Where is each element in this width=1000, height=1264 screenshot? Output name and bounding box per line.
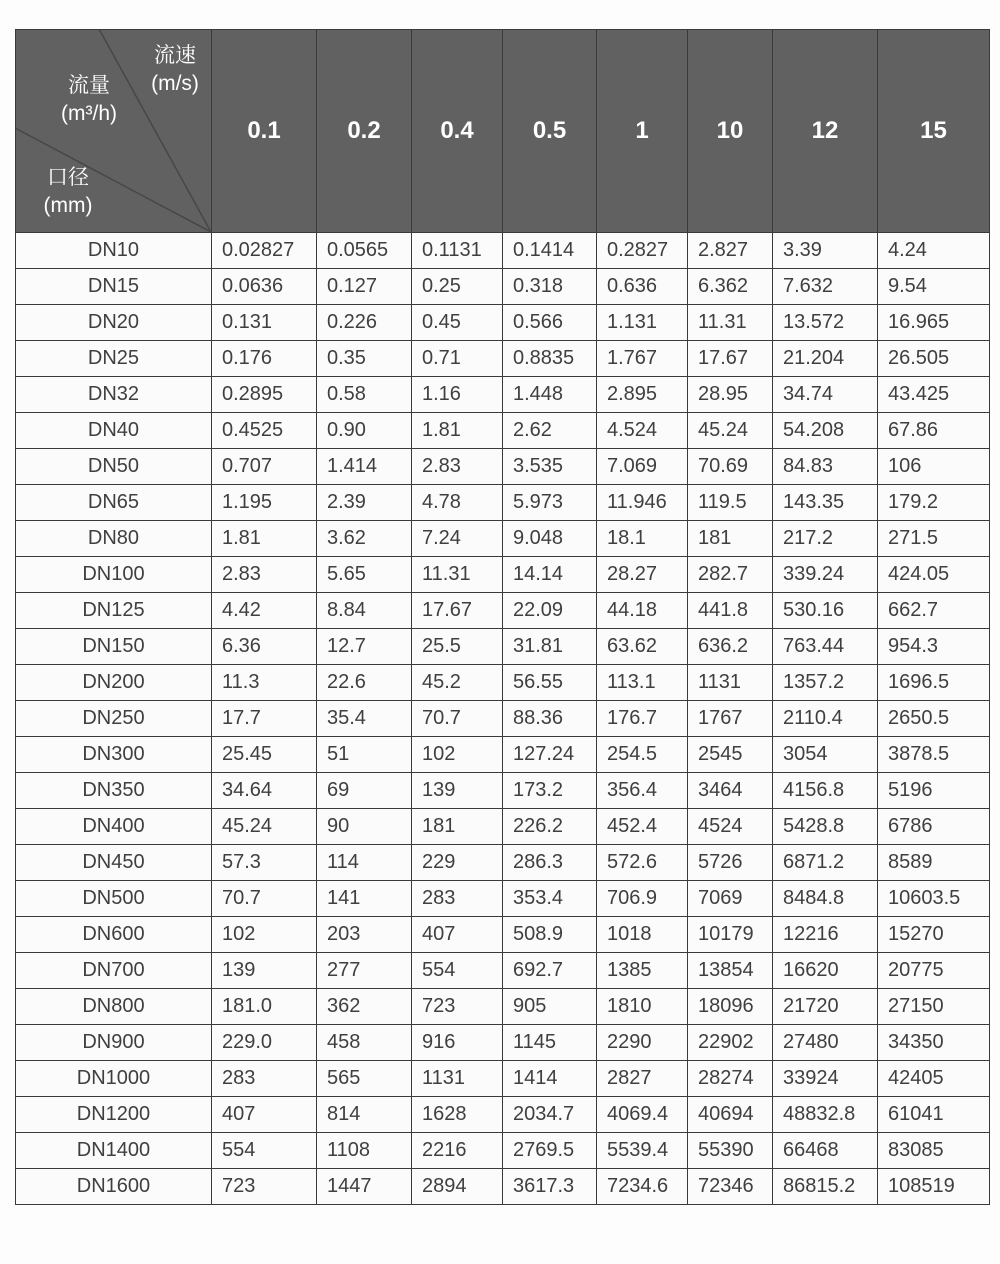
value-cell: 5196 [878, 773, 990, 809]
value-cell: 17.67 [688, 341, 773, 377]
value-cell: 45.24 [688, 413, 773, 449]
value-cell: 4156.8 [773, 773, 878, 809]
table-row-DN900 [16, 1025, 990, 1061]
value-cell: 339.24 [773, 557, 878, 593]
diameter-cell: DN350 [16, 773, 212, 809]
header-row [16, 30, 990, 233]
value-cell: 31.81 [503, 629, 597, 665]
value-cell: 70.69 [688, 449, 773, 485]
value-cell: 277 [317, 953, 412, 989]
value-cell: 34.64 [212, 773, 317, 809]
value-cell: 0.131 [212, 305, 317, 341]
value-cell: 229.0 [212, 1025, 317, 1061]
table-row-DN200 [16, 665, 990, 701]
value-cell: 12216 [773, 917, 878, 953]
value-cell: 203 [317, 917, 412, 953]
table-row-DN1600 [16, 1169, 990, 1205]
value-cell: 356.4 [597, 773, 688, 809]
value-cell: 353.4 [503, 881, 597, 917]
value-cell: 3.39 [773, 233, 878, 269]
value-cell: 3.62 [317, 521, 412, 557]
value-cell: 11.3 [212, 665, 317, 701]
value-cell: 4.42 [212, 593, 317, 629]
diameter-cell: DN800 [16, 989, 212, 1025]
value-cell: 1357.2 [773, 665, 878, 701]
velocity-header-0.1: 0.1 [212, 30, 317, 233]
value-cell: 16620 [773, 953, 878, 989]
value-cell: 72346 [688, 1169, 773, 1205]
velocity-unit: (m/s) [151, 72, 199, 95]
value-cell: 8.84 [317, 593, 412, 629]
value-cell: 7.069 [597, 449, 688, 485]
value-cell: 441.8 [688, 593, 773, 629]
diameter-cell: DN900 [16, 1025, 212, 1061]
value-cell: 12.7 [317, 629, 412, 665]
value-cell: 2.827 [688, 233, 773, 269]
value-cell: 15270 [878, 917, 990, 953]
value-cell: 6.36 [212, 629, 317, 665]
value-cell: 0.2827 [597, 233, 688, 269]
value-cell: 508.9 [503, 917, 597, 953]
diameter-cell: DN700 [16, 953, 212, 989]
table-row-DN80 [16, 521, 990, 557]
diameter-cell: DN15 [16, 269, 212, 305]
table-row-DN600 [16, 917, 990, 953]
diameter-label: 口径 [46, 166, 89, 189]
diameter-cell: DN100 [16, 557, 212, 593]
value-cell: 954.3 [878, 629, 990, 665]
value-cell: 18096 [688, 989, 773, 1025]
value-cell: 42405 [878, 1061, 990, 1097]
value-cell: 636.2 [688, 629, 773, 665]
value-cell: 217.2 [773, 521, 878, 557]
value-cell: 723 [412, 989, 503, 1025]
value-cell: 181.0 [212, 989, 317, 1025]
value-cell: 26.505 [878, 341, 990, 377]
value-cell: 2545 [688, 737, 773, 773]
table-row-DN100 [16, 557, 990, 593]
value-cell: 6.362 [688, 269, 773, 305]
value-cell: 7.632 [773, 269, 878, 305]
velocity-header-0.2: 0.2 [317, 30, 412, 233]
value-cell: 83085 [878, 1133, 990, 1169]
value-cell: 17.7 [212, 701, 317, 737]
value-cell: 63.62 [597, 629, 688, 665]
value-cell: 48832.8 [773, 1097, 878, 1133]
value-cell: 51 [317, 737, 412, 773]
value-cell: 127.24 [503, 737, 597, 773]
flow-label: 流量 [68, 74, 110, 97]
value-cell: 1696.5 [878, 665, 990, 701]
value-cell: 1131 [412, 1061, 503, 1097]
value-cell: 4.524 [597, 413, 688, 449]
value-cell: 0.35 [317, 341, 412, 377]
value-cell: 33924 [773, 1061, 878, 1097]
value-cell: 11.31 [412, 557, 503, 593]
value-cell: 10179 [688, 917, 773, 953]
value-cell: 1628 [412, 1097, 503, 1133]
value-cell: 407 [212, 1097, 317, 1133]
value-cell: 21720 [773, 989, 878, 1025]
table-row-DN250 [16, 701, 990, 737]
value-cell: 916 [412, 1025, 503, 1061]
value-cell: 2.39 [317, 485, 412, 521]
table-row-DN400 [16, 809, 990, 845]
value-cell: 0.4525 [212, 413, 317, 449]
value-cell: 226.2 [503, 809, 597, 845]
value-cell: 139 [212, 953, 317, 989]
value-cell: 424.05 [878, 557, 990, 593]
table-row-DN65 [16, 485, 990, 521]
value-cell: 5.65 [317, 557, 412, 593]
value-cell: 2110.4 [773, 701, 878, 737]
diameter-cell: DN40 [16, 413, 212, 449]
value-cell: 11.946 [597, 485, 688, 521]
value-cell: 4069.4 [597, 1097, 688, 1133]
table-row-DN1400 [16, 1133, 990, 1169]
table-row-DN300 [16, 737, 990, 773]
value-cell: 13854 [688, 953, 773, 989]
diameter-cell: DN1200 [16, 1097, 212, 1133]
value-cell: 22902 [688, 1025, 773, 1061]
value-cell: 1018 [597, 917, 688, 953]
diameter-cell: DN65 [16, 485, 212, 521]
value-cell: 814 [317, 1097, 412, 1133]
value-cell: 25.45 [212, 737, 317, 773]
value-cell: 14.14 [503, 557, 597, 593]
diameter-cell: DN50 [16, 449, 212, 485]
value-cell: 0.58 [317, 377, 412, 413]
value-cell: 0.226 [317, 305, 412, 341]
value-cell: 0.176 [212, 341, 317, 377]
value-cell: 0.318 [503, 269, 597, 305]
value-cell: 458 [317, 1025, 412, 1061]
diameter-cell: DN1000 [16, 1061, 212, 1097]
value-cell: 90 [317, 809, 412, 845]
value-cell: 0.0636 [212, 269, 317, 305]
value-cell: 0.45 [412, 305, 503, 341]
diameter-axis-label [44, 164, 93, 220]
value-cell: 2650.5 [878, 701, 990, 737]
value-cell: 13.572 [773, 305, 878, 341]
value-cell: 271.5 [878, 521, 990, 557]
diameter-cell: DN250 [16, 701, 212, 737]
value-cell: 102 [412, 737, 503, 773]
value-cell: 114 [317, 845, 412, 881]
value-cell: 35.4 [317, 701, 412, 737]
diameter-cell: DN1400 [16, 1133, 212, 1169]
value-cell: 1.16 [412, 377, 503, 413]
value-cell: 28.27 [597, 557, 688, 593]
value-cell: 54.208 [773, 413, 878, 449]
value-cell: 176.7 [597, 701, 688, 737]
diameter-cell: DN600 [16, 917, 212, 953]
diameter-cell: DN1600 [16, 1169, 212, 1205]
value-cell: 0.566 [503, 305, 597, 341]
value-cell: 283 [212, 1061, 317, 1097]
value-cell: 66468 [773, 1133, 878, 1169]
value-cell: 181 [688, 521, 773, 557]
value-cell: 108519 [878, 1169, 990, 1205]
flow-unit: (m³/h) [61, 102, 117, 125]
value-cell: 5.973 [503, 485, 597, 521]
value-cell: 57.3 [212, 845, 317, 881]
table-row-DN150 [16, 629, 990, 665]
value-cell: 119.5 [688, 485, 773, 521]
value-cell: 452.4 [597, 809, 688, 845]
value-cell: 1.131 [597, 305, 688, 341]
value-cell: 27150 [878, 989, 990, 1025]
value-cell: 6786 [878, 809, 990, 845]
value-cell: 283 [412, 881, 503, 917]
value-cell: 254.5 [597, 737, 688, 773]
value-cell: 1.767 [597, 341, 688, 377]
value-cell: 8589 [878, 845, 990, 881]
diameter-cell: DN25 [16, 341, 212, 377]
value-cell: 139 [412, 773, 503, 809]
value-cell: 0.707 [212, 449, 317, 485]
diameter-cell: DN80 [16, 521, 212, 557]
diameter-cell: DN400 [16, 809, 212, 845]
value-cell: 0.636 [597, 269, 688, 305]
value-cell: 55390 [688, 1133, 773, 1169]
value-cell: 69 [317, 773, 412, 809]
value-cell: 43.425 [878, 377, 990, 413]
value-cell: 179.2 [878, 485, 990, 521]
value-cell: 70.7 [412, 701, 503, 737]
table-row-DN20 [16, 305, 990, 341]
flow-velocity-table [15, 29, 990, 1205]
value-cell: 0.0565 [317, 233, 412, 269]
velocity-header-1: 1 [597, 30, 688, 233]
value-cell: 61041 [878, 1097, 990, 1133]
value-cell: 662.7 [878, 593, 990, 629]
diameter-cell: DN10 [16, 233, 212, 269]
diameter-unit: (mm) [43, 194, 93, 217]
value-cell: 5428.8 [773, 809, 878, 845]
velocity-header-12: 12 [773, 30, 878, 233]
value-cell: 11.31 [688, 305, 773, 341]
value-cell: 28.95 [688, 377, 773, 413]
value-cell: 2034.7 [503, 1097, 597, 1133]
value-cell: 3878.5 [878, 737, 990, 773]
value-cell: 6871.2 [773, 845, 878, 881]
velocity-header-15: 15 [878, 30, 990, 233]
value-cell: 0.2895 [212, 377, 317, 413]
value-cell: 1.448 [503, 377, 597, 413]
value-cell: 173.2 [503, 773, 597, 809]
value-cell: 0.90 [317, 413, 412, 449]
value-cell: 3617.3 [503, 1169, 597, 1205]
diameter-cell: DN300 [16, 737, 212, 773]
table-row-DN25 [16, 341, 990, 377]
value-cell: 572.6 [597, 845, 688, 881]
diameter-cell: DN450 [16, 845, 212, 881]
value-cell: 1.81 [412, 413, 503, 449]
value-cell: 4.24 [878, 233, 990, 269]
table-row-DN50 [16, 449, 990, 485]
table-row-DN800 [16, 989, 990, 1025]
value-cell: 554 [212, 1133, 317, 1169]
value-cell: 3054 [773, 737, 878, 773]
value-cell: 1385 [597, 953, 688, 989]
value-cell: 181 [412, 809, 503, 845]
velocity-axis-label [151, 42, 199, 98]
value-cell: 45.24 [212, 809, 317, 845]
value-cell: 1.81 [212, 521, 317, 557]
value-cell: 9.048 [503, 521, 597, 557]
flow-axis-label [61, 72, 117, 128]
value-cell: 40694 [688, 1097, 773, 1133]
value-cell: 7069 [688, 881, 773, 917]
value-cell: 88.36 [503, 701, 597, 737]
value-cell: 45.2 [412, 665, 503, 701]
value-cell: 10603.5 [878, 881, 990, 917]
value-cell: 565 [317, 1061, 412, 1097]
diameter-cell: DN32 [16, 377, 212, 413]
value-cell: 2827 [597, 1061, 688, 1097]
velocity-label: 流速 [153, 44, 196, 67]
value-cell: 723 [212, 1169, 317, 1205]
value-cell: 84.83 [773, 449, 878, 485]
value-cell: 1767 [688, 701, 773, 737]
table-row-DN1200 [16, 1097, 990, 1133]
value-cell: 905 [503, 989, 597, 1025]
value-cell: 2.83 [212, 557, 317, 593]
value-cell: 56.55 [503, 665, 597, 701]
table-row-DN125 [16, 593, 990, 629]
value-cell: 2894 [412, 1169, 503, 1205]
value-cell: 143.35 [773, 485, 878, 521]
value-cell: 3464 [688, 773, 773, 809]
value-cell: 407 [412, 917, 503, 953]
value-cell: 20775 [878, 953, 990, 989]
value-cell: 554 [412, 953, 503, 989]
value-cell: 1810 [597, 989, 688, 1025]
value-cell: 3.535 [503, 449, 597, 485]
value-cell: 22.09 [503, 593, 597, 629]
value-cell: 28274 [688, 1061, 773, 1097]
value-cell: 0.25 [412, 269, 503, 305]
value-cell: 286.3 [503, 845, 597, 881]
value-cell: 16.965 [878, 305, 990, 341]
value-cell: 2.895 [597, 377, 688, 413]
value-cell: 106 [878, 449, 990, 485]
value-cell: 5539.4 [597, 1133, 688, 1169]
diameter-cell: DN500 [16, 881, 212, 917]
value-cell: 1131 [688, 665, 773, 701]
table-row-DN700 [16, 953, 990, 989]
value-cell: 25.5 [412, 629, 503, 665]
value-cell: 9.54 [878, 269, 990, 305]
value-cell: 362 [317, 989, 412, 1025]
value-cell: 34.74 [773, 377, 878, 413]
value-cell: 282.7 [688, 557, 773, 593]
value-cell: 67.86 [878, 413, 990, 449]
table-header [16, 30, 990, 233]
value-cell: 7234.6 [597, 1169, 688, 1205]
value-cell: 2290 [597, 1025, 688, 1061]
table-row-DN1000 [16, 1061, 990, 1097]
table-row-DN32 [16, 377, 990, 413]
value-cell: 1.414 [317, 449, 412, 485]
value-cell: 0.02827 [212, 233, 317, 269]
diameter-cell: DN20 [16, 305, 212, 341]
corner-header-cell [16, 30, 212, 233]
value-cell: 0.71 [412, 341, 503, 377]
table-row-DN450 [16, 845, 990, 881]
value-cell: 1.195 [212, 485, 317, 521]
velocity-header-0.4: 0.4 [412, 30, 503, 233]
value-cell: 0.1131 [412, 233, 503, 269]
value-cell: 22.6 [317, 665, 412, 701]
value-cell: 0.8835 [503, 341, 597, 377]
table-row-DN15 [16, 269, 990, 305]
value-cell: 113.1 [597, 665, 688, 701]
value-cell: 141 [317, 881, 412, 917]
value-cell: 2.62 [503, 413, 597, 449]
diameter-cell: DN200 [16, 665, 212, 701]
value-cell: 8484.8 [773, 881, 878, 917]
table-row-DN10 [16, 233, 990, 269]
value-cell: 2769.5 [503, 1133, 597, 1169]
value-cell: 27480 [773, 1025, 878, 1061]
value-cell: 18.1 [597, 521, 688, 557]
value-cell: 17.67 [412, 593, 503, 629]
table-row-DN40 [16, 413, 990, 449]
value-cell: 7.24 [412, 521, 503, 557]
value-cell: 2216 [412, 1133, 503, 1169]
velocity-header-10: 10 [688, 30, 773, 233]
table-row-DN500 [16, 881, 990, 917]
value-cell: 2.83 [412, 449, 503, 485]
velocity-header-0.5: 0.5 [503, 30, 597, 233]
value-cell: 86815.2 [773, 1169, 878, 1205]
value-cell: 34350 [878, 1025, 990, 1061]
table-row-DN350 [16, 773, 990, 809]
table-body [16, 233, 990, 1205]
value-cell: 1145 [503, 1025, 597, 1061]
diameter-cell: DN125 [16, 593, 212, 629]
value-cell: 530.16 [773, 593, 878, 629]
value-cell: 229 [412, 845, 503, 881]
value-cell: 44.18 [597, 593, 688, 629]
diameter-cell: DN150 [16, 629, 212, 665]
value-cell: 5726 [688, 845, 773, 881]
value-cell: 692.7 [503, 953, 597, 989]
value-cell: 1108 [317, 1133, 412, 1169]
value-cell: 4524 [688, 809, 773, 845]
value-cell: 1414 [503, 1061, 597, 1097]
value-cell: 763.44 [773, 629, 878, 665]
value-cell: 21.204 [773, 341, 878, 377]
value-cell: 4.78 [412, 485, 503, 521]
value-cell: 70.7 [212, 881, 317, 917]
value-cell: 706.9 [597, 881, 688, 917]
value-cell: 0.127 [317, 269, 412, 305]
value-cell: 1447 [317, 1169, 412, 1205]
value-cell: 0.1414 [503, 233, 597, 269]
value-cell: 102 [212, 917, 317, 953]
